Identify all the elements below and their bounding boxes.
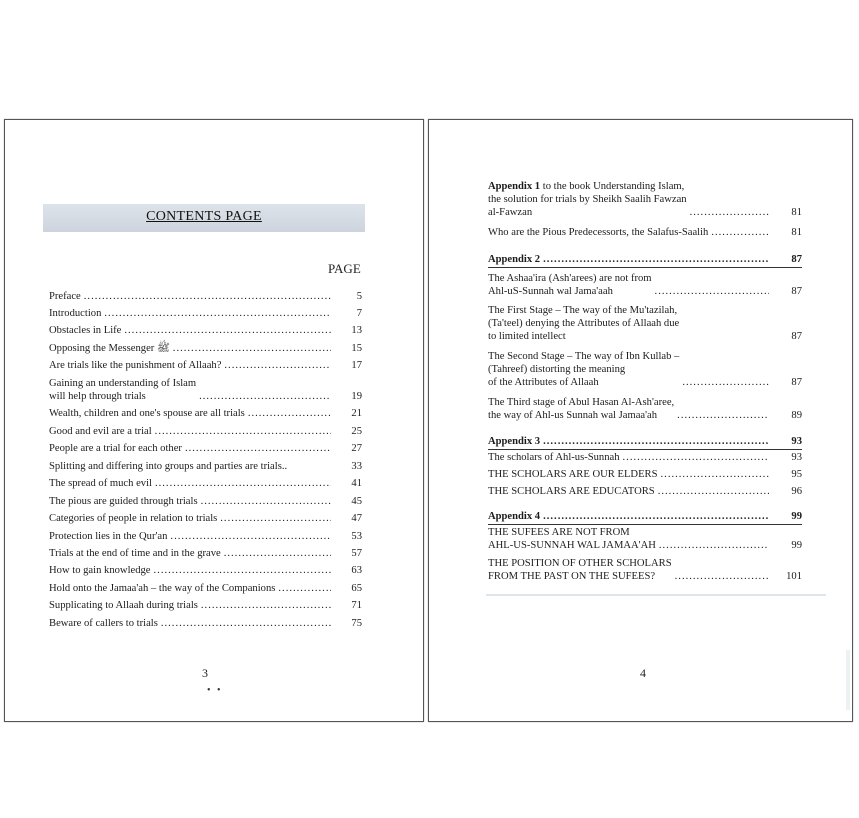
toc-entry: The scholars of Ahl-us-Sunnah ..... 93: [488, 451, 802, 464]
toc-entry: The Third stage of Abul Hasan Al-Ash'aree, the way of Ahl-us Sunnah wal Jamaa'ah ..... 89: [488, 396, 802, 422]
toc-entry: Hold onto the Jamaa'ah – the way of the Companions ..... 65: [49, 582, 362, 595]
toc-entry: Trials at the end of time and in the grave ..... 57: [49, 547, 362, 560]
page-column-heading: PAGE: [328, 261, 361, 276]
divider: [488, 267, 802, 268]
toc-entry: Are trials like the punishment of Allaah? ..... 17: [49, 359, 362, 372]
toc-entry: Supplicating to Allaah during trials ..... 71: [49, 599, 362, 612]
toc-entry: Appendix 1 to the book Understanding Islam, the solution for trials by Sheikh Saalih Fawzan al-Fawzan ..... 81: [488, 180, 802, 219]
right-page: [428, 119, 853, 722]
toc-entry: Preface ..... 5: [49, 290, 362, 303]
divider: [488, 449, 802, 450]
toc-entry: The First Stage – The way of the Mu'tazilah, (Ta'teel) denying the Attributes of Allaah due to limited intellect 87: [488, 305, 802, 342]
toc-appendix-heading: Appendix 3 ..... 93: [488, 435, 802, 448]
toc-entry: Good and evil are a trial ..... 25: [49, 425, 362, 438]
page-number: 3: [202, 666, 208, 680]
page-number: 4: [640, 666, 646, 680]
toc-entry: The Second Stage – The way of Ibn Kullab – (Tahreef) distorting the meaning of the Attributes of Allaah ..... 87: [488, 350, 802, 389]
toc-entry: Opposing the Messenger ﷺ ..... 15: [49, 342, 362, 355]
toc-entry: Wealth, children and one's spouse are all trials ..... 21: [49, 407, 362, 420]
toc-entry: THE SCHOLARS ARE EDUCATORS ..... 96: [488, 485, 802, 498]
divider: [488, 524, 802, 525]
toc-entry: THE SUFEES ARE NOT FROM AHL-US-SUNNAH WAL JAMAA'AH ..... 99: [488, 526, 802, 552]
faint-rule: [486, 594, 826, 596]
contents-title: CONTENTS PAGE: [146, 209, 262, 224]
footer-marks: • •: [207, 685, 223, 696]
toc-entry: THE POSITION OF OTHER SCHOLARS FROM THE PAST ON THE SUFEES? ..... 101: [488, 557, 802, 583]
toc-entry: The pious are guided through trials ..... 45: [49, 495, 362, 508]
toc-appendix-heading: Appendix 4 ..... 99: [488, 510, 802, 523]
title-band: [43, 204, 365, 232]
toc-entry: How to gain knowledge ..... 63: [49, 564, 362, 577]
left-page: [4, 119, 424, 722]
toc-entry: Gaining an understanding of Islam will help through trials ..... 19: [49, 377, 362, 403]
faint-edge: [846, 650, 850, 710]
toc-entry: THE SCHOLARS ARE OUR ELDERS ..... 95: [488, 468, 802, 481]
toc-entry: Protection lies in the Qur'an ..... 53: [49, 530, 362, 543]
toc-entry: The Ashaa'ira (Ash'arees) are not from Ahl-uS-Sunnah wal Jama'aah ..... 87: [488, 272, 802, 298]
toc-entry: Who are the Pious Predecessorts, the Salafus-Saalih ..... 81: [488, 226, 802, 239]
toc-entry: Categories of people in relation to trials ..... 47: [49, 512, 362, 525]
toc-entry: Beware of callers to trials ..... 75: [49, 617, 362, 630]
toc-appendix-heading: Appendix 2 ..... 87: [488, 253, 802, 266]
toc-entry: Introduction ..... 7: [49, 307, 362, 320]
toc-entry: The spread of much evil ..... 41: [49, 477, 362, 490]
toc-entry: Splitting and differing into groups and parties are trials.. 33: [49, 461, 362, 472]
toc-entry: People are a trial for each other ..... 27: [49, 442, 362, 455]
toc-entry: Obstacles in Life ..... 13: [49, 324, 362, 337]
